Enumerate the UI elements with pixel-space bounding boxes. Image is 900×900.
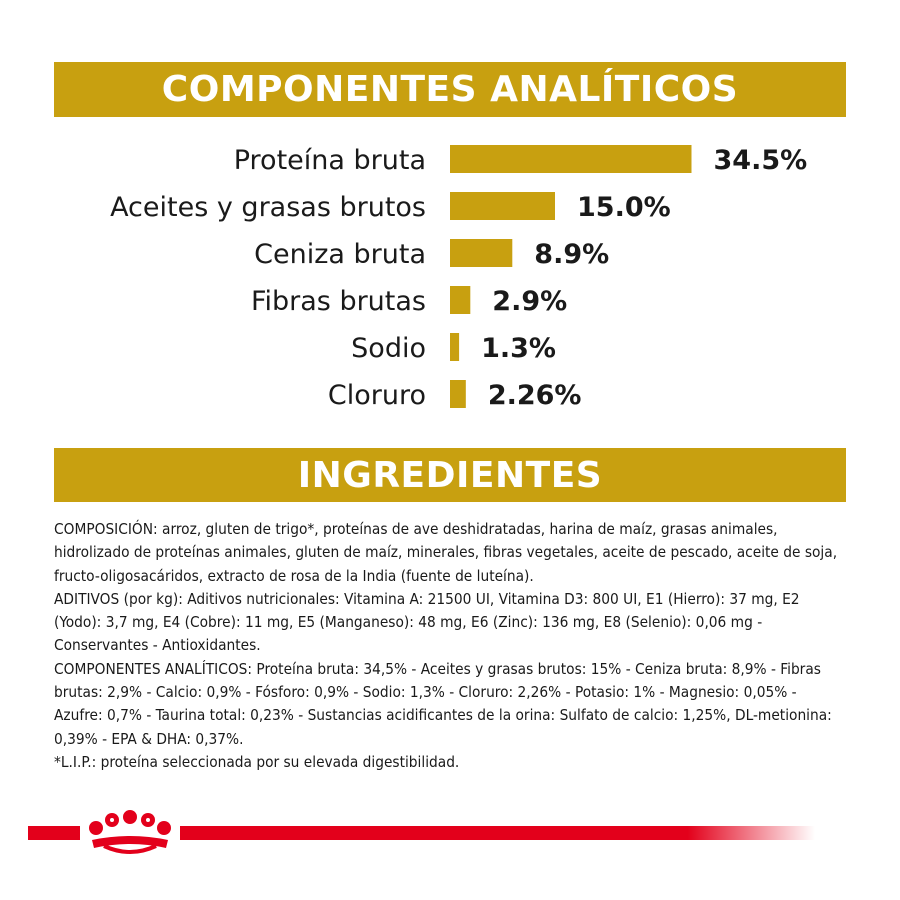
category-label: Proteína bruta xyxy=(233,145,426,176)
category-label: Ceniza bruta xyxy=(254,239,426,270)
category-label: Cloruro xyxy=(327,380,426,411)
bar xyxy=(450,239,512,267)
value-label: 1.3% xyxy=(481,333,556,364)
value-label: 15.0% xyxy=(577,192,671,223)
category-label: Fibras brutas xyxy=(250,286,426,317)
value-label: 2.26% xyxy=(487,380,582,411)
value-label: 2.9% xyxy=(492,286,568,317)
footer-line-right xyxy=(180,826,815,840)
ingredients-analytics: COMPONENTES ANALÍTICOS: Proteína bruta: 34,5% - Aceites y grasas brutos: 15% - Ceniza bruta: 8,9% - Fibras brutas: 2,9% - Calcio: 0,9% - Fósforo: 0,9% - Sodio: 1,3% - Cloruro: 2,26% - Potasio: 1% - Magnesio: 0,05% - Azufre: 0,7% - Taurina total: 0,23% - Sustancias acidificantes de la orina: Sulfato de calcio: 1,25%, DL-metionina: 0,39% - EPA & DHA: 0,37%. xyxy=(54,659,832,748)
bar xyxy=(450,380,466,408)
ingredients-composition: COMPOSICIÓN: arroz, gluten de trigo*, proteínas de ave deshidratadas, harina de maíz, grasas animales, hidrolizado de proteínas animales, gluten de maíz, minerales, fibras vegetales, aceite de pescado, aceite de soja, fructo-oligosacáridos, extracto de rosa de la India (fuente de luteína). xyxy=(54,520,838,585)
value-label: 8.9% xyxy=(534,239,610,270)
bar xyxy=(450,192,555,220)
ingredients-banner xyxy=(54,448,846,502)
brand-footer xyxy=(0,806,900,866)
analytics-banner xyxy=(54,62,846,117)
ingredients-additives: ADITIVOS (por kg): Aditivos nutricionales: Vitamina A: 21500 UI, Vitamina D3: 800 UI, E1 (Hierro): 37 mg, E2 (Yodo): 3,7 mg, E4 (Cobre): 11 mg, E5 (Manganeso): 48 mg, E6 (Zinc): 136 mg, E8 (Selenio): 0,06 mg - Conservantes - Antioxidantes. xyxy=(54,589,800,655)
bar xyxy=(450,286,470,314)
analytics-title: COMPONENTES ANALÍTICOS xyxy=(161,69,739,110)
ingredients-title: INGREDIENTES xyxy=(297,454,603,496)
analytics-bar-chart xyxy=(0,130,900,420)
ingredients-footnote: *L.I.P.: proteína seleccionada por su elevada digestibilidad. xyxy=(54,752,460,771)
category-label: Aceites y grasas brutos xyxy=(110,192,426,223)
bar xyxy=(450,145,692,173)
value-label: 34.5% xyxy=(713,145,808,176)
category-label: Sodio xyxy=(351,333,426,364)
ingredients-text xyxy=(54,518,849,774)
bar xyxy=(450,333,459,361)
footer-line-left xyxy=(28,826,80,840)
royal-canin-crown-icon xyxy=(89,810,171,852)
